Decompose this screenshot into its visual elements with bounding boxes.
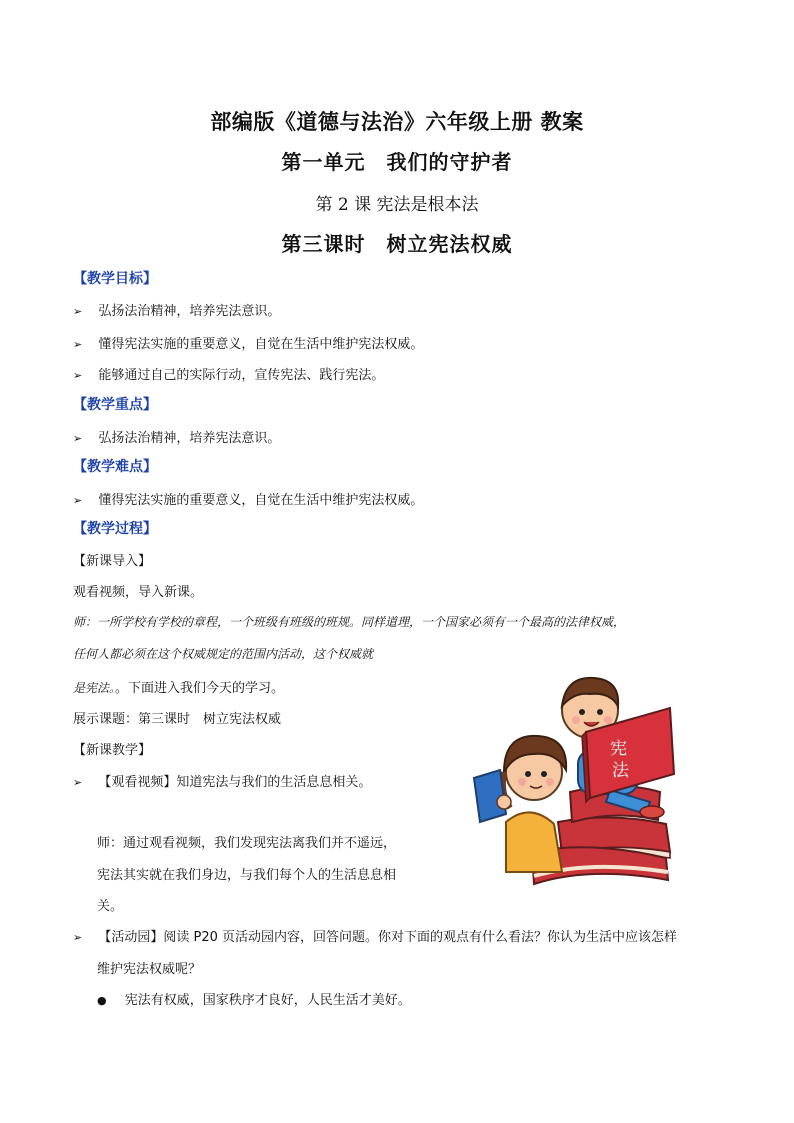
keypoint-text: 弘扬法治精神，培养宪法意识。 bbox=[98, 431, 281, 446]
new-lesson-heading: 【新课教学】 bbox=[73, 743, 152, 758]
teacher-line-2: 任何人都必须在这个权威规定的范围内活动，这个权威就 bbox=[73, 647, 374, 661]
arrow-bullet-icon: ➢ bbox=[73, 305, 83, 318]
video-note-1: 师：通过观看视频，我们发现宪法离我们并不遥远， bbox=[97, 836, 397, 851]
video-item bbox=[73, 771, 371, 790]
difficulty-text: 懂得宪法实施的重要意义，自觉在生活中维护宪法权威。 bbox=[98, 493, 424, 508]
goal-text: 弘扬法治精神，培养宪法意识。 bbox=[98, 304, 281, 319]
arrow-bullet-icon: ➢ bbox=[73, 369, 83, 382]
goal-item bbox=[73, 364, 384, 383]
girl-figure-icon bbox=[474, 736, 566, 872]
teacher-line-3b: 。下面进入我们今天的学习。 bbox=[115, 681, 285, 696]
dot-item-text: 宪法有权威，国家秩序才良好，人民生活才美好。 bbox=[124, 993, 411, 1008]
topic-line: 展示课题：第三课时 树立宪法权威 bbox=[73, 712, 282, 727]
keypoint-item bbox=[73, 427, 280, 446]
goal-text: 能够通过自己的实际行动，宣传宪法、践行宪法。 bbox=[98, 368, 385, 383]
activity-text-1: 【活动园】阅读 P20 页活动园内容，回答问题。你对下面的观点有什么看法？你认为生活中应该怎样 bbox=[98, 930, 678, 945]
book-text-1: 宪 bbox=[610, 739, 627, 759]
book-text-2: 法 bbox=[612, 761, 629, 781]
process-heading: 【教学过程】 bbox=[73, 521, 157, 537]
teacher-line-1: 师：一所学校有学校的章程，一个班级有班级的班规。同样道理，一个国家必须有一个最高的法律权威， bbox=[73, 615, 626, 629]
dot-item bbox=[97, 989, 411, 1008]
dot-bullet-icon: ● bbox=[97, 994, 107, 1007]
activity-text-2: 维护宪法权威呢？ bbox=[97, 962, 202, 977]
arrow-bullet-icon: ➢ bbox=[73, 338, 83, 351]
teacher-line-3a: 是宪法。 bbox=[73, 681, 116, 695]
difficulties-heading: 【教学难点】 bbox=[73, 459, 157, 475]
goal-text: 懂得宪法实施的重要意义，自觉在生活中维护宪法权威。 bbox=[98, 337, 424, 352]
doc-title: 部编版《道德与法治》六年级上册 教案 bbox=[210, 110, 584, 134]
arrow-bullet-icon: ➢ bbox=[73, 432, 83, 445]
video-item-text: 【观看视频】知道宪法与我们的生活息息相关。 bbox=[98, 775, 372, 790]
arrow-bullet-icon: ➢ bbox=[73, 494, 83, 507]
video-note-3: 关。 bbox=[97, 899, 124, 914]
intro-heading: 【新课导入】 bbox=[73, 554, 152, 569]
teacher-line-3 bbox=[73, 677, 284, 696]
goal-item bbox=[73, 300, 280, 319]
keypoints-heading: 【教学重点】 bbox=[73, 397, 157, 413]
arrow-bullet-icon: ➢ bbox=[73, 931, 83, 944]
goals-heading: 【教学目标】 bbox=[73, 271, 157, 287]
session-title: 第三课时 树立宪法权威 bbox=[281, 232, 513, 256]
activity-item bbox=[73, 926, 677, 945]
unit-title: 第一单元 我们的守护者 bbox=[281, 150, 513, 174]
lesson-title: 第 2 课 宪法是根本法 bbox=[315, 195, 479, 215]
goal-item bbox=[73, 333, 423, 352]
intro-line: 观看视频，导入新课。 bbox=[73, 585, 204, 600]
difficulty-item bbox=[73, 489, 423, 508]
video-note-2: 宪法其实就在我们身边，与我们每个人的生活息息相 bbox=[97, 868, 397, 883]
kids-reading-illustration bbox=[470, 662, 682, 890]
arrow-bullet-icon: ➢ bbox=[73, 776, 83, 789]
